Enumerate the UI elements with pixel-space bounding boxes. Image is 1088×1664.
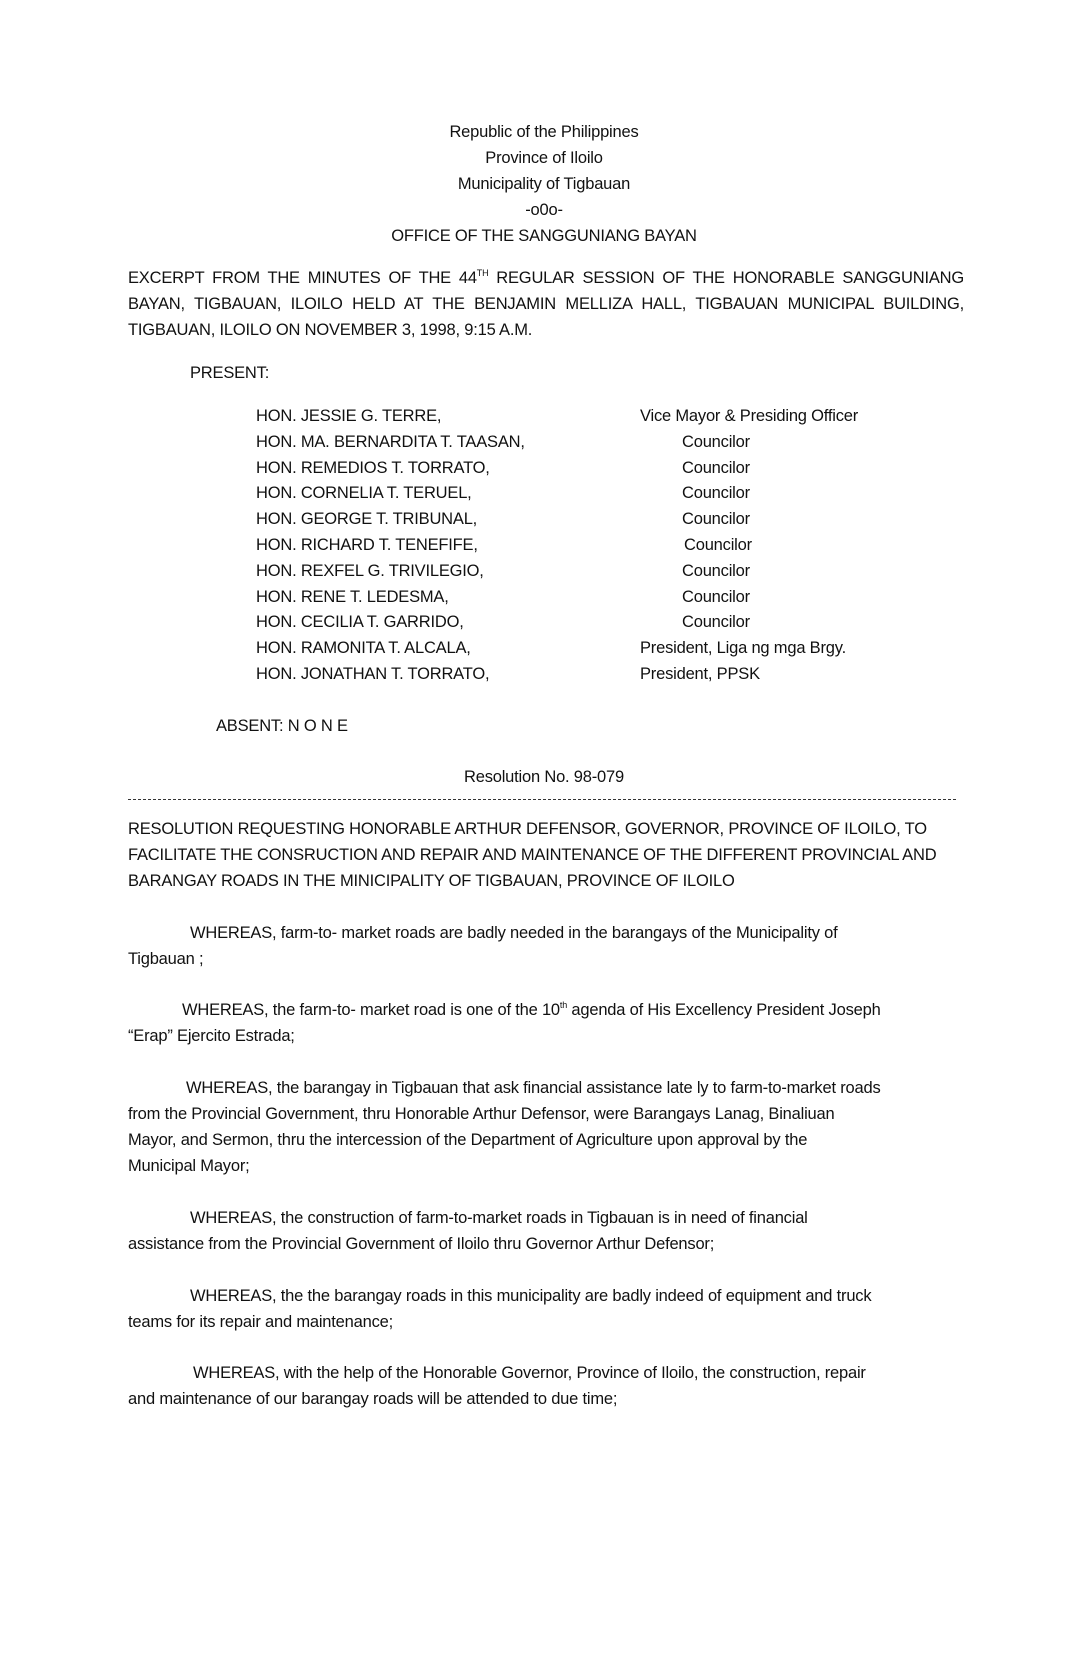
member-role: Councilor bbox=[682, 484, 750, 502]
excerpt-line-1-pre: EXCERPT FROM THE MINUTES OF THE 44 bbox=[128, 269, 477, 287]
whereas-1-line-1: WHEREAS, farm-to- market roads are badly needed in the barangays of the Municipality of bbox=[190, 924, 838, 942]
member-role: President, Liga ng mga Brgy. bbox=[640, 639, 846, 657]
member-name: HON. RICHARD T. TENEFIFE, bbox=[256, 536, 478, 554]
resolution-title-line-3: BARANGAY ROADS IN THE MINICIPALITY OF TIGBAUAN, PROVINCE OF ILOILO bbox=[128, 872, 735, 890]
resolution-number: Resolution No. 98-079 bbox=[464, 768, 624, 786]
member-role: Councilor bbox=[682, 459, 750, 477]
member-role: President, PPSK bbox=[640, 665, 760, 683]
member-role: Councilor bbox=[682, 433, 750, 451]
member-role: Vice Mayor & Presiding Officer bbox=[640, 407, 859, 425]
present-label: PRESENT: bbox=[190, 364, 270, 382]
ordinal-suffix: TH bbox=[476, 268, 489, 278]
excerpt-line-1 bbox=[128, 268, 964, 288]
excerpt-line-3: TIGBAUAN, ILOILO ON NOVEMBER 3, 1998, 9:15 A.M. bbox=[128, 321, 533, 339]
absent-label: ABSENT: N O N E bbox=[216, 717, 348, 735]
header-municipality: Municipality of Tigbauan bbox=[457, 175, 631, 193]
whereas-3-line-4: Municipal Mayor; bbox=[128, 1157, 250, 1175]
resolution-title-line-2: FACILITATE THE CONSRUCTION AND REPAIR AND MAINTENANCE OF THE DIFFERENT PROVINCIAL AND bbox=[128, 846, 937, 864]
member-name: HON. GEORGE T. TRIBUNAL, bbox=[256, 510, 478, 528]
whereas-4-line-2: assistance from the Provincial Government of Iloilo thru Governor Arthur Defensor; bbox=[128, 1235, 715, 1253]
header-province: Province of Iloilo bbox=[485, 149, 603, 167]
whereas-3-line-1: WHEREAS, the barangay in Tigbauan that ask financial assistance late ly to farm-to-market roads bbox=[186, 1079, 881, 1097]
whereas-2-post: agenda of His Excellency President Joseph bbox=[567, 1001, 881, 1019]
member-name: HON. REXFEL G. TRIVILEGIO, bbox=[256, 562, 484, 580]
whereas-3-line-2: from the Provincial Government, thru Honorable Arthur Defensor, were Barangays Lanag, Binaliuan bbox=[128, 1105, 835, 1123]
member-role: Councilor bbox=[682, 562, 750, 580]
resolution-title-line-1: RESOLUTION REQUESTING HONORABLE ARTHUR DEFENSOR, GOVERNOR, PROVINCE OF ILOILO, TO bbox=[128, 820, 927, 838]
whereas-6-line-2: and maintenance of our barangay roads will be attended to due time; bbox=[128, 1390, 618, 1408]
member-role: Councilor bbox=[682, 613, 750, 631]
ordinal-suffix: th bbox=[559, 1000, 568, 1010]
header-republic: Republic of the Philippines bbox=[449, 123, 639, 141]
whereas-3-line-3: Mayor, and Sermon, thru the intercession of the Department of Agriculture upon approval by the bbox=[128, 1131, 808, 1149]
member-role: Councilor bbox=[684, 536, 752, 554]
member-name: HON. JESSIE G. TERRE, bbox=[256, 407, 442, 425]
whereas-2-line-2: “Erap” Ejercito Estrada; bbox=[128, 1027, 295, 1045]
member-name: HON. RAMONITA T. ALCALA, bbox=[256, 639, 471, 657]
whereas-2-line-1 bbox=[182, 1000, 881, 1020]
whereas-5-line-2: teams for its repair and maintenance; bbox=[128, 1313, 393, 1331]
header-ornament: -o0o- bbox=[525, 201, 563, 219]
member-name: HON. REMEDIOS T. TORRATO, bbox=[256, 459, 490, 477]
dashed-divider bbox=[128, 799, 956, 800]
whereas-1-line-2: Tigbauan ; bbox=[128, 950, 204, 968]
member-role: Councilor bbox=[682, 588, 750, 606]
member-name: HON. RENE T. LEDESMA, bbox=[256, 588, 449, 606]
member-name: HON. JONATHAN T. TORRATO, bbox=[256, 665, 490, 683]
member-name: HON. MA. BERNARDITA T. TAASAN, bbox=[256, 433, 525, 451]
excerpt-line-1-post: REGULAR SESSION OF THE HONORABLE SANGGUNIANG bbox=[488, 269, 964, 287]
member-name: HON. CECILIA T. GARRIDO, bbox=[256, 613, 464, 631]
excerpt-line-2: BAYAN, TIGBAUAN, ILOILO HELD AT THE BENJAMIN MELLIZA HALL, TIGBAUAN MUNICIPAL BUILDING, bbox=[128, 295, 964, 313]
whereas-2-pre: WHEREAS, the farm-to- market road is one of the 10 bbox=[182, 1001, 560, 1019]
member-name: HON. CORNELIA T. TERUEL, bbox=[256, 484, 472, 502]
whereas-4-line-1: WHEREAS, the construction of farm-to-market roads in Tigbauan is in need of financial bbox=[190, 1209, 808, 1227]
whereas-6-line-1: WHEREAS, with the help of the Honorable Governor, Province of Iloilo, the construction, repair bbox=[193, 1364, 866, 1382]
member-role: Councilor bbox=[682, 510, 750, 528]
header-office: OFFICE OF THE SANGGUNIANG BAYAN bbox=[391, 227, 697, 245]
whereas-5-line-1: WHEREAS, the the barangay roads in this municipality are badly indeed of equipment and truck bbox=[190, 1287, 872, 1305]
